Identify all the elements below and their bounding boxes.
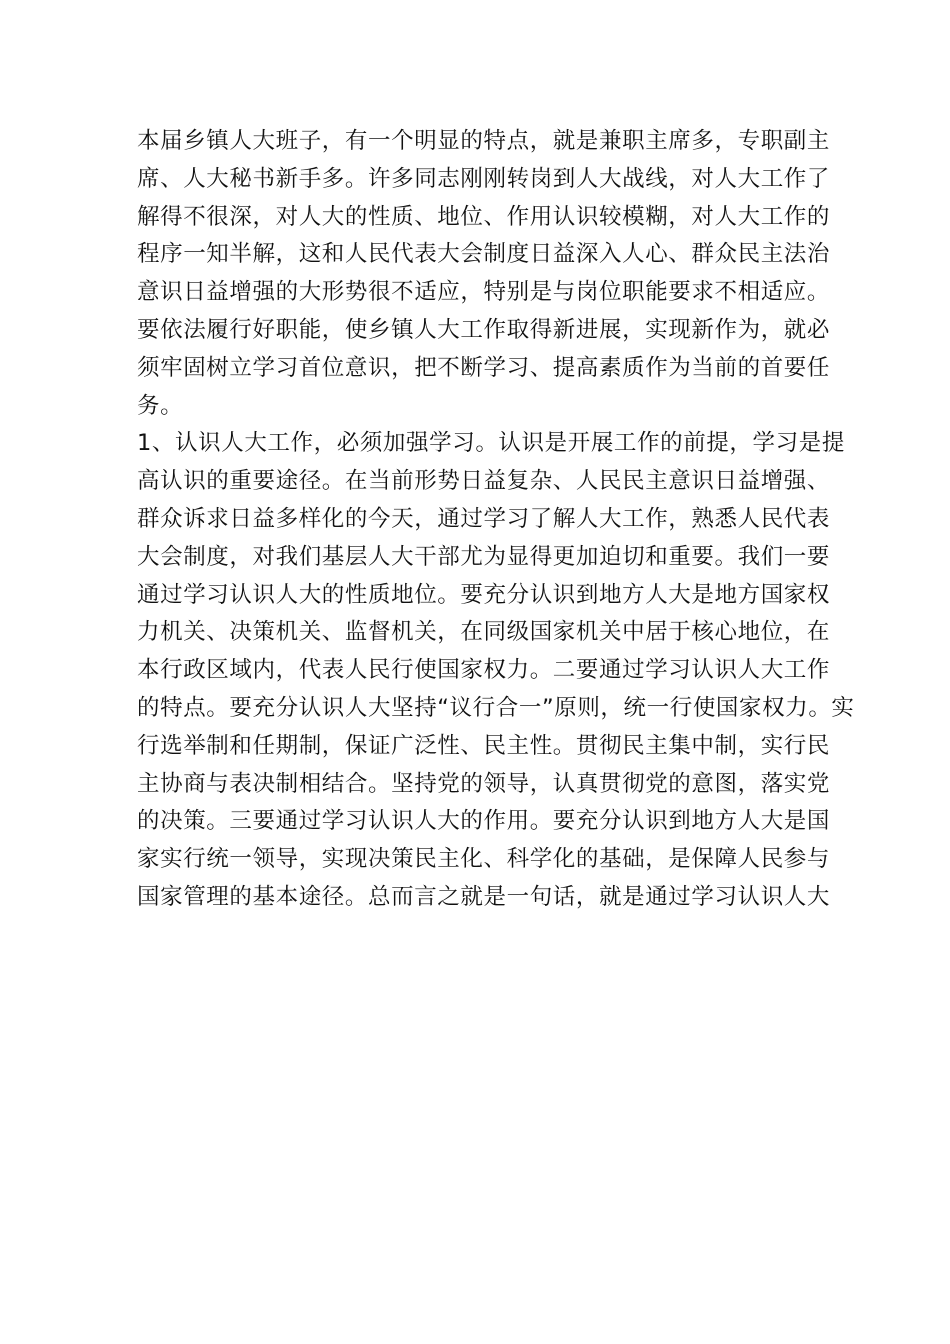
text-line: 行选举制和任期制，保证广泛性、民主性。贯彻民主集中制，实行民 (137, 732, 831, 759)
text-line: 解得不很深，对人大的性质、地位、作用认识较模糊，对人大工作的 (137, 203, 831, 230)
text-line: 程序一知半解，这和人民代表大会制度日益深入人心、群众民主法治 (137, 241, 831, 268)
text-line: 的特点。要充分认识人大坚持“议行合一”原则，统一行使国家权力。实 (137, 694, 855, 721)
text-line: 群众诉求日益多样化的今天，通过学习了解人大工作，熟悉人民代表 (137, 505, 831, 532)
text-line: 通过学习认识人大的性质地位。要充分认识到地方人大是地方国家权 (137, 581, 831, 608)
text-line: 1、认识人大工作，必须加强学习。认识是开展工作的前提，学习是提 (137, 430, 845, 457)
text-line: 高认识的重要途径。在当前形势日益复杂、人民民主意识日益增强、 (137, 468, 831, 495)
text-line: 意识日益增强的大形势很不适应，特别是与岗位职能要求不相适应。 (137, 279, 831, 306)
text-line: 要依法履行好职能，使乡镇人大工作取得新进展，实现新作为，就必 (137, 316, 831, 343)
text-line: 国家管理的基本途径。总而言之就是一句话，就是通过学习认识人大 (137, 883, 831, 910)
text-line: 务。 (137, 392, 184, 419)
text-line: 须牢固树立学习首位意识，把不断学习、提高素质作为当前的首要任 (137, 354, 831, 381)
text-line: 本行政区域内，代表人民行使国家权力。二要通过学习认识人大工作 (137, 657, 831, 684)
text-line: 主协商与表决制相结合。坚持党的领导，认真贯彻党的意图，落实党 (137, 770, 831, 797)
text-line: 本届乡镇人大班子，有一个明显的特点，就是兼职主席多，专职副主 (137, 128, 831, 154)
text-line: 家实行统一领导，实现决策民主化、科学化的基础，是保障人民参与 (137, 846, 831, 873)
document-body (137, 123, 855, 917)
text-line: 的决策。三要通过学习认识人大的作用。要充分认识到地方人大是国 (137, 808, 831, 835)
text-line: 席、人大秘书新手多。许多同志刚刚转岗到人大战线，对人大工作了 (137, 165, 831, 192)
text-line: 力机关、决策机关、监督机关，在同级国家机关中居于核心地位，在 (137, 619, 831, 646)
text-line: 大会制度，对我们基层人大干部尤为显得更加迫切和重要。我们一要 (137, 543, 831, 570)
